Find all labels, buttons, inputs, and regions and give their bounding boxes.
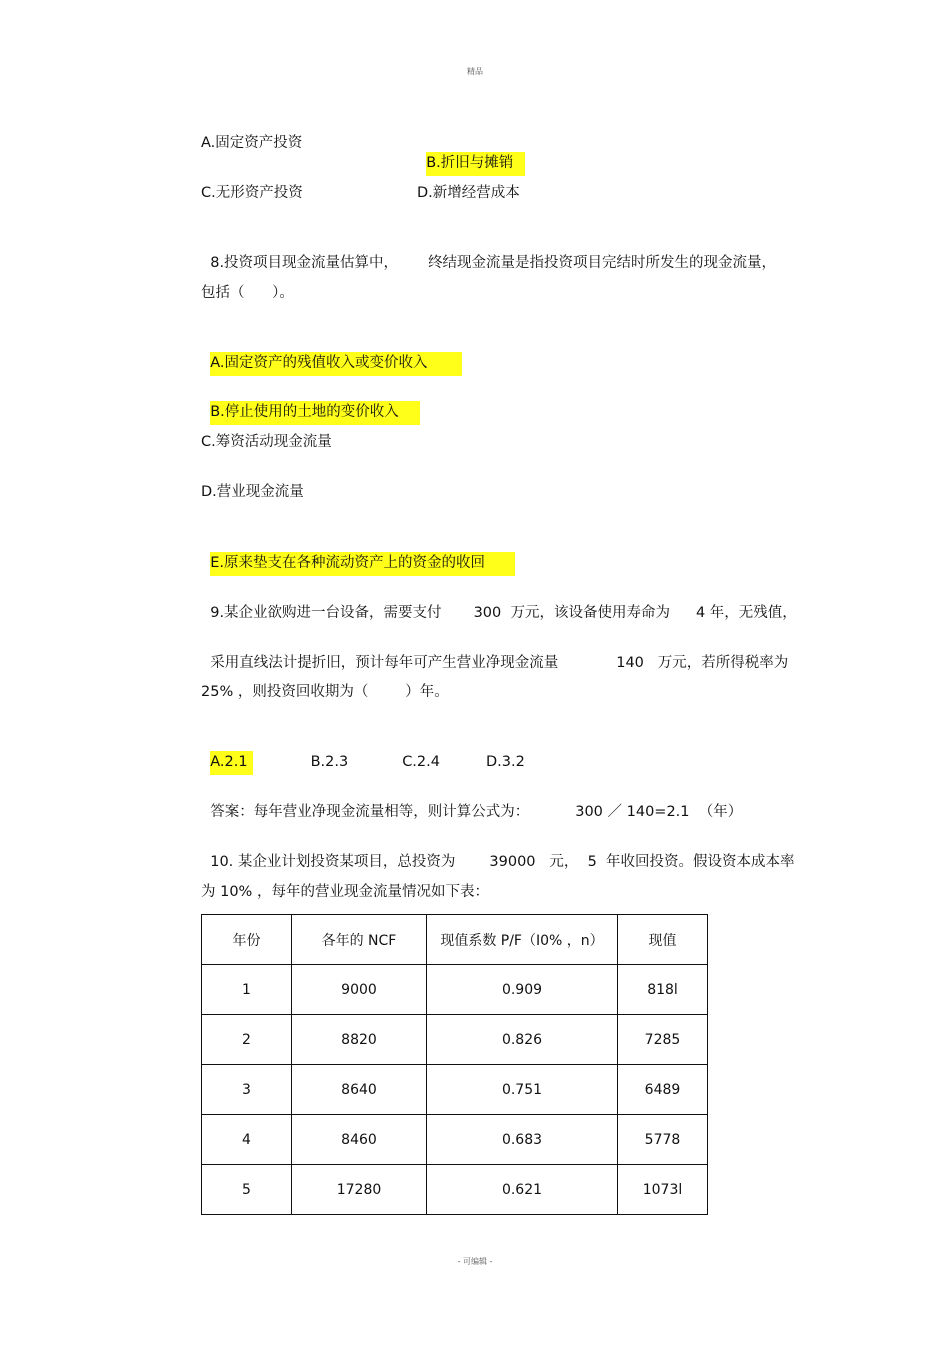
table-cell: 3 (202, 1065, 292, 1115)
q9-stem-l2b: 140 万元，若所得税率为 (616, 655, 789, 671)
q8-option-e-text: E.原来垫支在各种流动资产上的资金的收回 (210, 552, 515, 576)
q9-answer-formula: 300 ／ 140=2.1 （年） (575, 804, 743, 820)
table-header-cell: 各年的 NCF (292, 915, 427, 965)
table-cell: 1073l (618, 1165, 708, 1215)
page-header: 精品 (467, 67, 483, 76)
q9-options (201, 732, 525, 775)
q9-stem-line2 (201, 633, 788, 673)
ncf-table (201, 914, 708, 1215)
table-row (202, 1065, 708, 1115)
q9-stem-l1a: 9.某企业欲购进一台设备，需要支付 (210, 605, 442, 621)
table-row (202, 1115, 708, 1165)
q8-stem-part2: 终结现金流量是指投资项目完结时所发生的现金流量， (428, 255, 777, 271)
table-cell: 0.826 (427, 1015, 618, 1065)
table-cell: 8640 (292, 1065, 427, 1115)
table-cell: 4 (202, 1115, 292, 1165)
table-cell: 7285 (618, 1015, 708, 1065)
table-row (202, 965, 708, 1015)
table-header-row (202, 915, 708, 965)
q9-stem-l1b: 300 万元，该设备使用寿命为 (473, 605, 670, 621)
table-cell: 8460 (292, 1115, 427, 1165)
table-row (202, 1015, 708, 1065)
table-row (202, 1165, 708, 1215)
table-cell: 5 (202, 1165, 292, 1215)
q9-answer (201, 782, 742, 822)
table-header-cell: 现值系数 P/F（I0% ，n） (427, 915, 618, 965)
q8-option-b-text: B.停止使用的土地的变价收入 (210, 401, 420, 425)
table-cell: 0.621 (427, 1165, 618, 1215)
q10-stem-l1a: 10. 某企业计划投资某项目，总投资为 (210, 854, 456, 870)
q8-option-a-text: A.固定资产的残值收入或变价收入 (210, 352, 461, 376)
table-cell: 0.751 (427, 1065, 618, 1115)
table-cell: 9000 (292, 965, 427, 1015)
q9-stem-l1c: 4 年，无残值， (695, 605, 797, 621)
q7-option-a: A.固定资产投资 (201, 135, 303, 151)
table-cell: 8820 (292, 1015, 427, 1065)
table-header-cell: 年份 (202, 915, 292, 965)
q8-option-a-highlighted (201, 333, 462, 376)
q9-option-d: D.3.2 (485, 754, 525, 770)
q9-stem-line1 (201, 583, 797, 623)
q9-option-c: C.2.4 (402, 754, 440, 770)
q8-option-c: C.筹资活动现金流量 (201, 434, 332, 450)
q7-option-b-text: B.折旧与摊销 (426, 152, 525, 176)
q9-option-a: A.2.1 (210, 751, 252, 775)
q7-option-b-highlighted (417, 133, 525, 176)
q10-stem-line2: 为 10% ，每年的营业现金流量情况如下表： (201, 884, 489, 900)
q10-stem-l1b: 39000 元， 5 年收回投资。假设资本成本率 (489, 854, 795, 870)
q8-stem-part1: 8.投资项目现金流量估算中， (210, 255, 399, 271)
q8-option-b-highlighted (201, 382, 420, 425)
q8-stem-line2: 包括（ ）。 (201, 285, 294, 301)
q9-stem-l2a: 采用直线法计提折旧，预计每年可产生营业净现金流量 (210, 655, 559, 671)
q7-option-c: C.无形资产投资 (201, 185, 303, 201)
table-cell: 818l (618, 965, 708, 1015)
table-cell: 0.683 (427, 1115, 618, 1165)
q8-option-e-highlighted (201, 533, 515, 576)
table-cell: 6489 (618, 1065, 708, 1115)
page-footer: - 可编辑 - (457, 1257, 493, 1266)
q9-option-b: B.2.3 (310, 754, 349, 770)
q9-answer-text: 答案：每年营业净现金流量相等，则计算公式为： (210, 804, 530, 820)
q10-stem-line1 (201, 832, 795, 872)
table-cell: 0.909 (427, 965, 618, 1015)
table-cell: 1 (202, 965, 292, 1015)
table-header-cell: 现值 (618, 915, 708, 965)
table-cell: 2 (202, 1015, 292, 1065)
table-cell: 17280 (292, 1165, 427, 1215)
q8-option-d: D.营业现金流量 (201, 484, 304, 500)
q9-stem-line3: 25% ，则投资回收期为（ ）年。 (201, 684, 449, 700)
table-cell: 5778 (618, 1115, 708, 1165)
q7-option-d: D.新增经营成本 (417, 185, 520, 201)
q8-stem-line1 (201, 233, 776, 273)
